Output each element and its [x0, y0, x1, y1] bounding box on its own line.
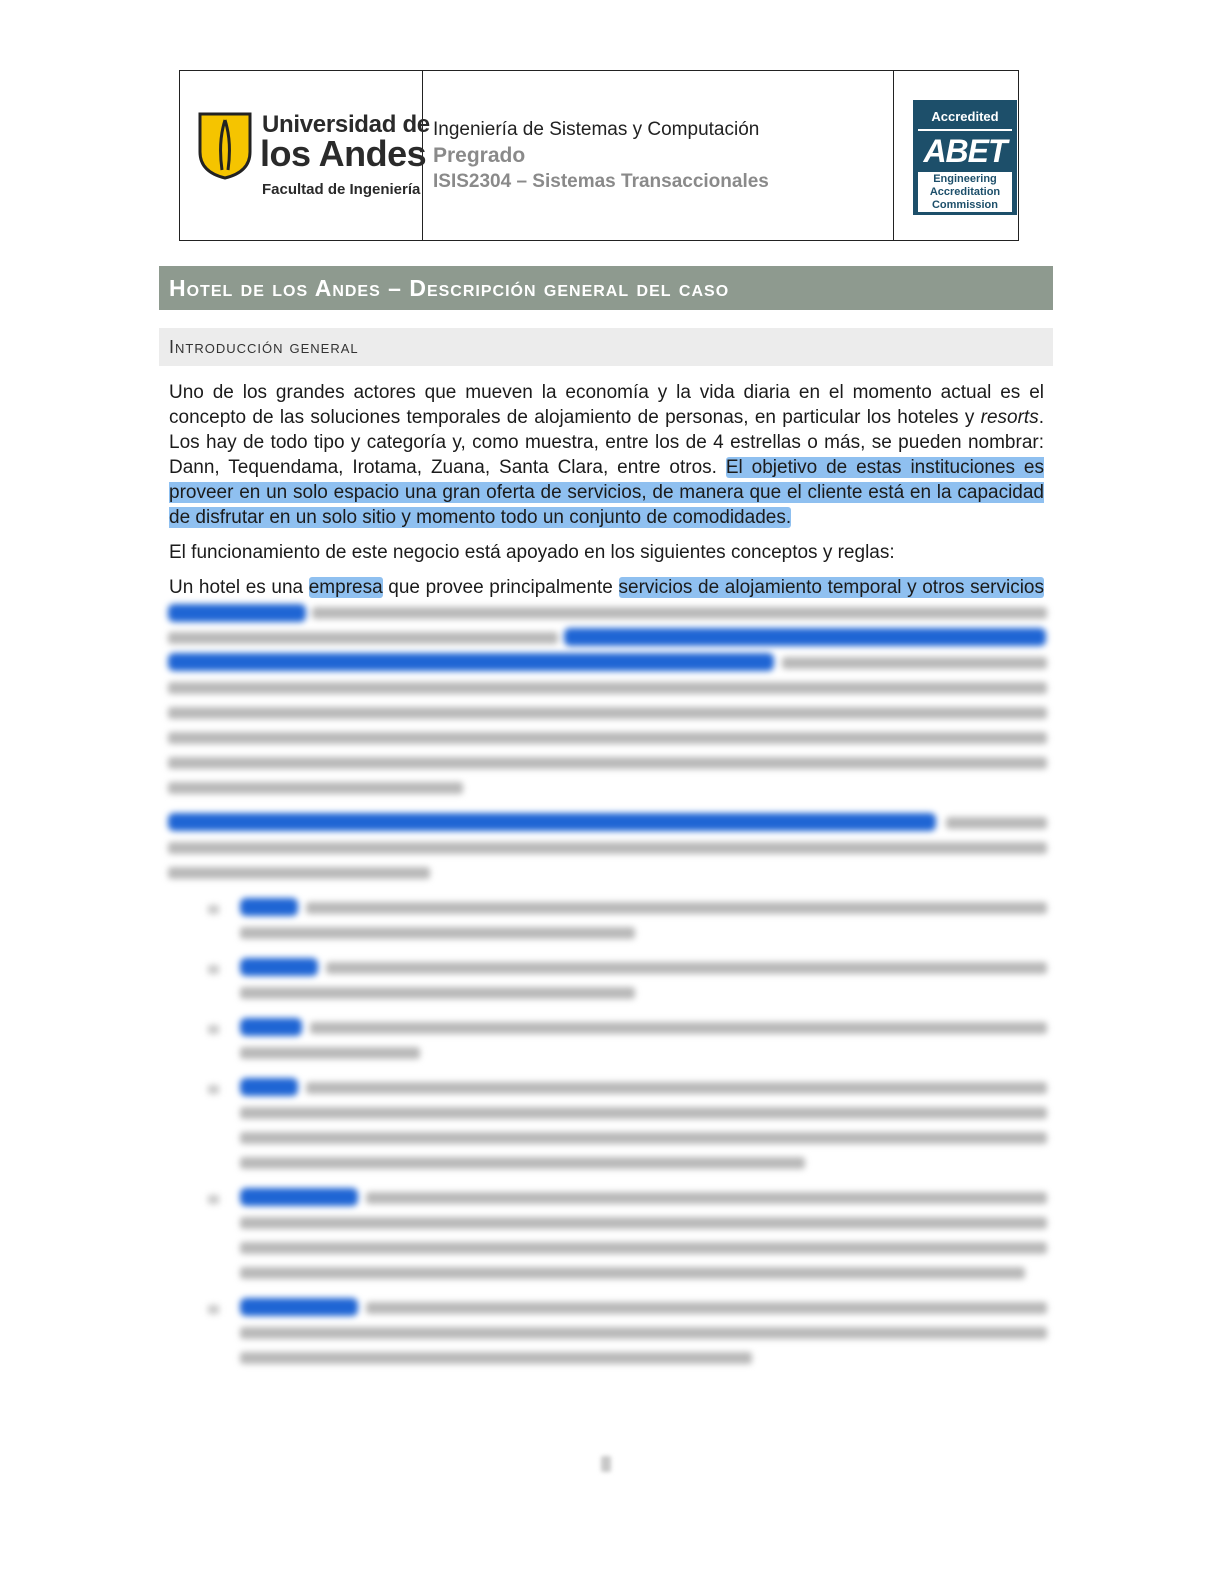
blurred-line — [240, 987, 635, 999]
p3-highlight-servicios[interactable]: servicios de alojamiento temporal y otros servicios — [618, 577, 1044, 598]
blurred-line — [168, 842, 1047, 854]
blurred-highlight — [240, 1298, 358, 1316]
blurred-line — [168, 732, 1047, 744]
bullet-icon — [208, 965, 219, 974]
abet-bottom-line-1: Engineering — [933, 173, 997, 185]
blurred-line — [240, 1242, 1047, 1254]
logo-line-2: los Andes — [260, 133, 427, 174]
blurred-line — [168, 782, 463, 794]
blurred-line — [168, 632, 558, 644]
abet-accredited-label: Accredited — [918, 105, 1012, 131]
blurred-line — [310, 1022, 1047, 1034]
blurred-highlight — [240, 1018, 302, 1036]
abet-bottom-line-2: Accreditation — [929, 186, 1001, 198]
abet-bottom-line-3: Commission — [931, 199, 998, 211]
blurred-line — [946, 817, 1047, 829]
blurred-line — [240, 1217, 1047, 1229]
blurred-line — [240, 1327, 1047, 1339]
bullet-icon — [208, 1025, 219, 1034]
blurred-highlight — [240, 1188, 358, 1206]
intro-highlight[interactable]: El objetivo de estas instituciones es proveer en un solo espacio una gran oferta de servicios, de manera que el cliente está en la capacidad de disfrutar en un solo sitio y momento todo un conjunto de comodidades. — [169, 457, 1045, 528]
abet-commission-label — [918, 172, 1012, 212]
blurred-highlight — [168, 813, 936, 831]
logo-line-1: Universidad de — [262, 111, 430, 138]
department-name: Ingeniería de Sistemas y Computación — [433, 119, 760, 140]
program-level: Pregrado — [433, 144, 526, 167]
course-name: ISIS2304 – Sistemas Transaccionales — [433, 171, 769, 192]
blurred-line — [306, 902, 1047, 914]
intro-text-a: Uno de los grandes actores que mueven la economía y la vida diaria en el momento actual es el concepto de las soluciones temporales de alojamiento de personas, en particular los hoteles y — [169, 382, 1044, 428]
p3-text-b: que provee principalmente — [382, 577, 619, 598]
abet-badge — [913, 100, 1017, 215]
blurred-line — [366, 1302, 1047, 1314]
blurred-line — [240, 1267, 1025, 1279]
intro-paragraph-1 — [169, 380, 1044, 530]
blurred-line — [326, 962, 1047, 974]
blurred-highlight — [240, 958, 318, 976]
blurred-line — [168, 682, 1047, 694]
bullet-icon — [208, 1305, 219, 1314]
blurred-line — [366, 1192, 1047, 1204]
document-title-bar — [159, 266, 1053, 310]
logo-line-3: Facultad de Ingeniería — [262, 181, 421, 198]
blurred-line — [240, 1132, 1047, 1144]
blurred-line — [168, 707, 1047, 719]
p3-highlight-empresa[interactable]: empresa — [308, 577, 383, 598]
blurred-line — [240, 1047, 420, 1059]
section-heading: Introducción general — [169, 337, 359, 357]
intro-paragraph-2: El funcionamiento de este negocio está apoyado en los siguientes conceptos y reglas: — [169, 542, 895, 563]
blurred-content — [160, 600, 1060, 1380]
logo-cell — [180, 71, 430, 240]
program-cell — [423, 71, 894, 240]
bullet-icon — [208, 1085, 219, 1094]
blurred-line — [782, 657, 1047, 669]
blurred-highlight — [168, 653, 774, 671]
blurred-highlight — [168, 604, 306, 622]
intro-italic: resorts — [980, 407, 1039, 428]
university-shield-icon — [198, 112, 252, 180]
page-number — [601, 1456, 611, 1472]
blurred-line — [168, 867, 430, 879]
section-heading-bar — [159, 328, 1053, 366]
document-title: Hotel de los Andes – Descripción general del caso — [169, 275, 730, 301]
bullet-icon — [208, 905, 219, 914]
blurred-line — [240, 1107, 1047, 1119]
blurred-line — [240, 1157, 805, 1169]
blurred-line — [168, 757, 1047, 769]
blurred-line — [240, 1352, 752, 1364]
blurred-highlight — [240, 898, 298, 916]
p3-text-a: Un hotel es una — [169, 577, 309, 598]
document-header-table — [179, 70, 1019, 241]
bullet-icon — [208, 1195, 219, 1204]
blurred-highlight — [240, 1078, 298, 1096]
accreditation-cell — [894, 71, 1018, 240]
intro-text-b: . Los hay de todo tipo y categoría y, como muestra, entre los de 4 estrellas o más, se pueden nombrar: Dann, Tequendama, Irotama, Zuana, Santa Clara, entre otros. — [169, 407, 1044, 478]
intro-paragraph-3 — [169, 575, 1044, 600]
abet-mark: ABET — [923, 133, 1007, 169]
blurred-line — [240, 927, 635, 939]
blurred-highlight — [564, 628, 1046, 646]
blurred-line — [312, 607, 1047, 619]
blurred-line — [306, 1082, 1047, 1094]
